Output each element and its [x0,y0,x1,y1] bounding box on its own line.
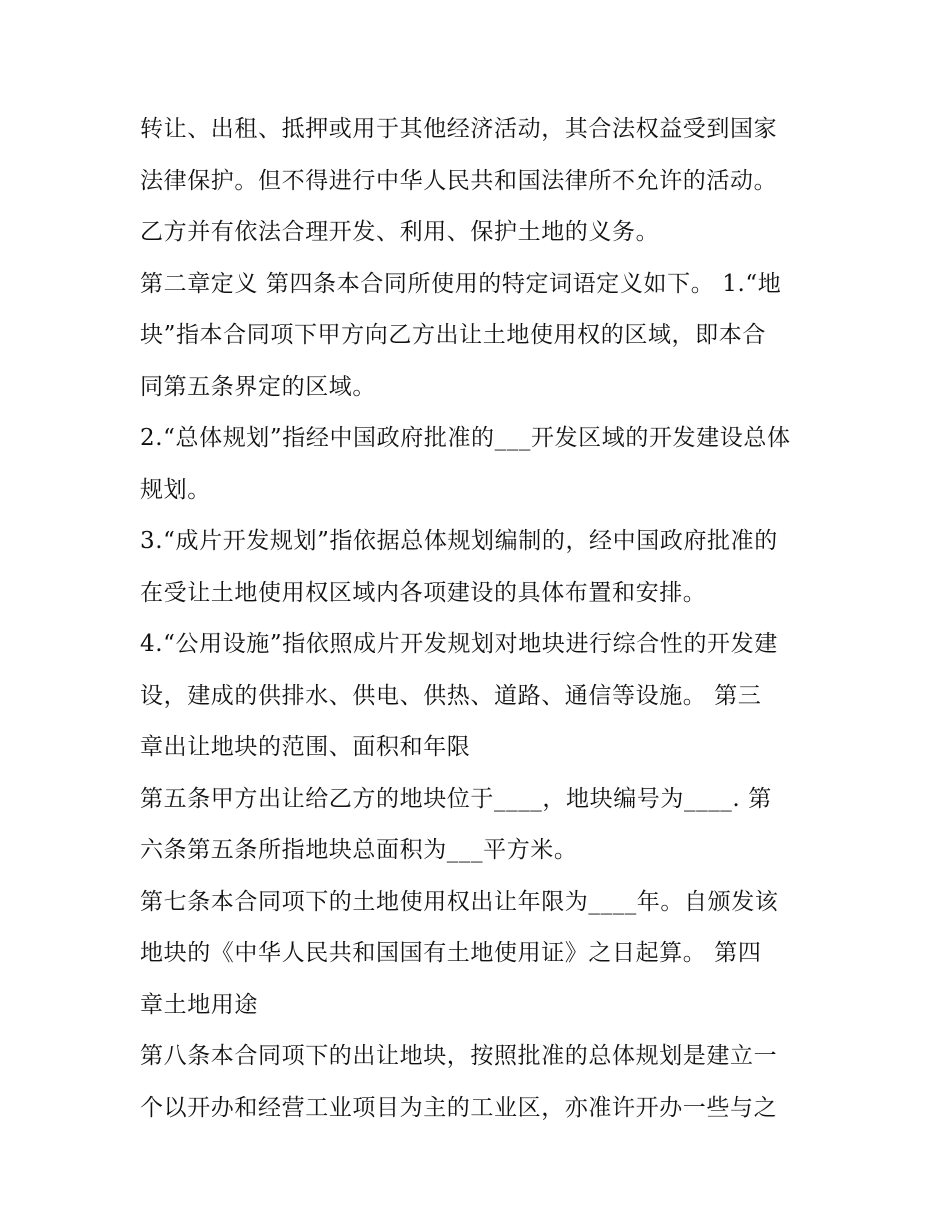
text-line: 第二章定义 第四条本合同所使用的特定词语定义如下。 1.“地 [140,270,782,297]
text-line: 设，建成的供排水、供电、供热、道路、通信等设施。 第三 [140,682,762,709]
text-line: 第五条甲方出让给乙方的地块位于____，地块编号为____. 第 [140,785,772,812]
text-line: 地块的《中华人民共和国国有土地使用证》之日起算。 第四 [140,940,762,966]
text-line: 六条第五条所指地块总面积为___平方米。 [140,837,578,863]
text-line: 章出让地块的范围、面积和年限 [140,734,471,760]
text-line: 第八条本合同项下的出让地块，按照批准的总体规划是建立一 [140,1043,778,1069]
text-line: 章土地用途 [140,991,258,1018]
paragraph-8 [140,1031,820,1134]
paragraph-4 [140,516,820,619]
text-line: 第七条本合同项下的土地使用权出让年限为____年。自颁发该 [140,888,779,915]
text-line: 规划。 [140,476,211,503]
text-line: 个以开办和经营工业项目为主的工业区，亦准许开办一些与之 [140,1094,778,1121]
paragraph-2 [140,259,820,414]
text-line: 4.“公用设施”指依照成片开发规划对地块进行综合性的开发建 [140,631,778,657]
text-line: 3.“成片开发规划”指依据总体规划编制的，经中国政府批准的 [140,528,778,554]
paragraph-3 [140,413,820,516]
paragraph-7 [140,877,820,1032]
paragraph-1 [140,104,820,259]
text-line: 法律保护。但不得进行中华人民共和国法律所不允许的活动。 [140,167,778,194]
text-line: 同第五条界定的区域。 [140,373,376,400]
text-line: 在受让土地使用权区域内各项建设的具体布置和安排。 [140,579,707,606]
paragraph-6 [140,774,820,877]
document-page [140,104,820,1134]
paragraph-5 [140,619,820,774]
text-line: 块”指本合同项下甲方向乙方出让土地使用权的区域，即本合 [140,322,766,348]
text-line: 2.“总体规划”指经中国政府批准的___开发区域的开发建设总体 [140,425,791,451]
text-line: 乙方并有依法合理开发、利用、保护土地的义务。 [140,219,660,245]
text-line: 转让、出租、抵押或用于其他经济活动，其合法权益受到国家 [140,116,778,142]
